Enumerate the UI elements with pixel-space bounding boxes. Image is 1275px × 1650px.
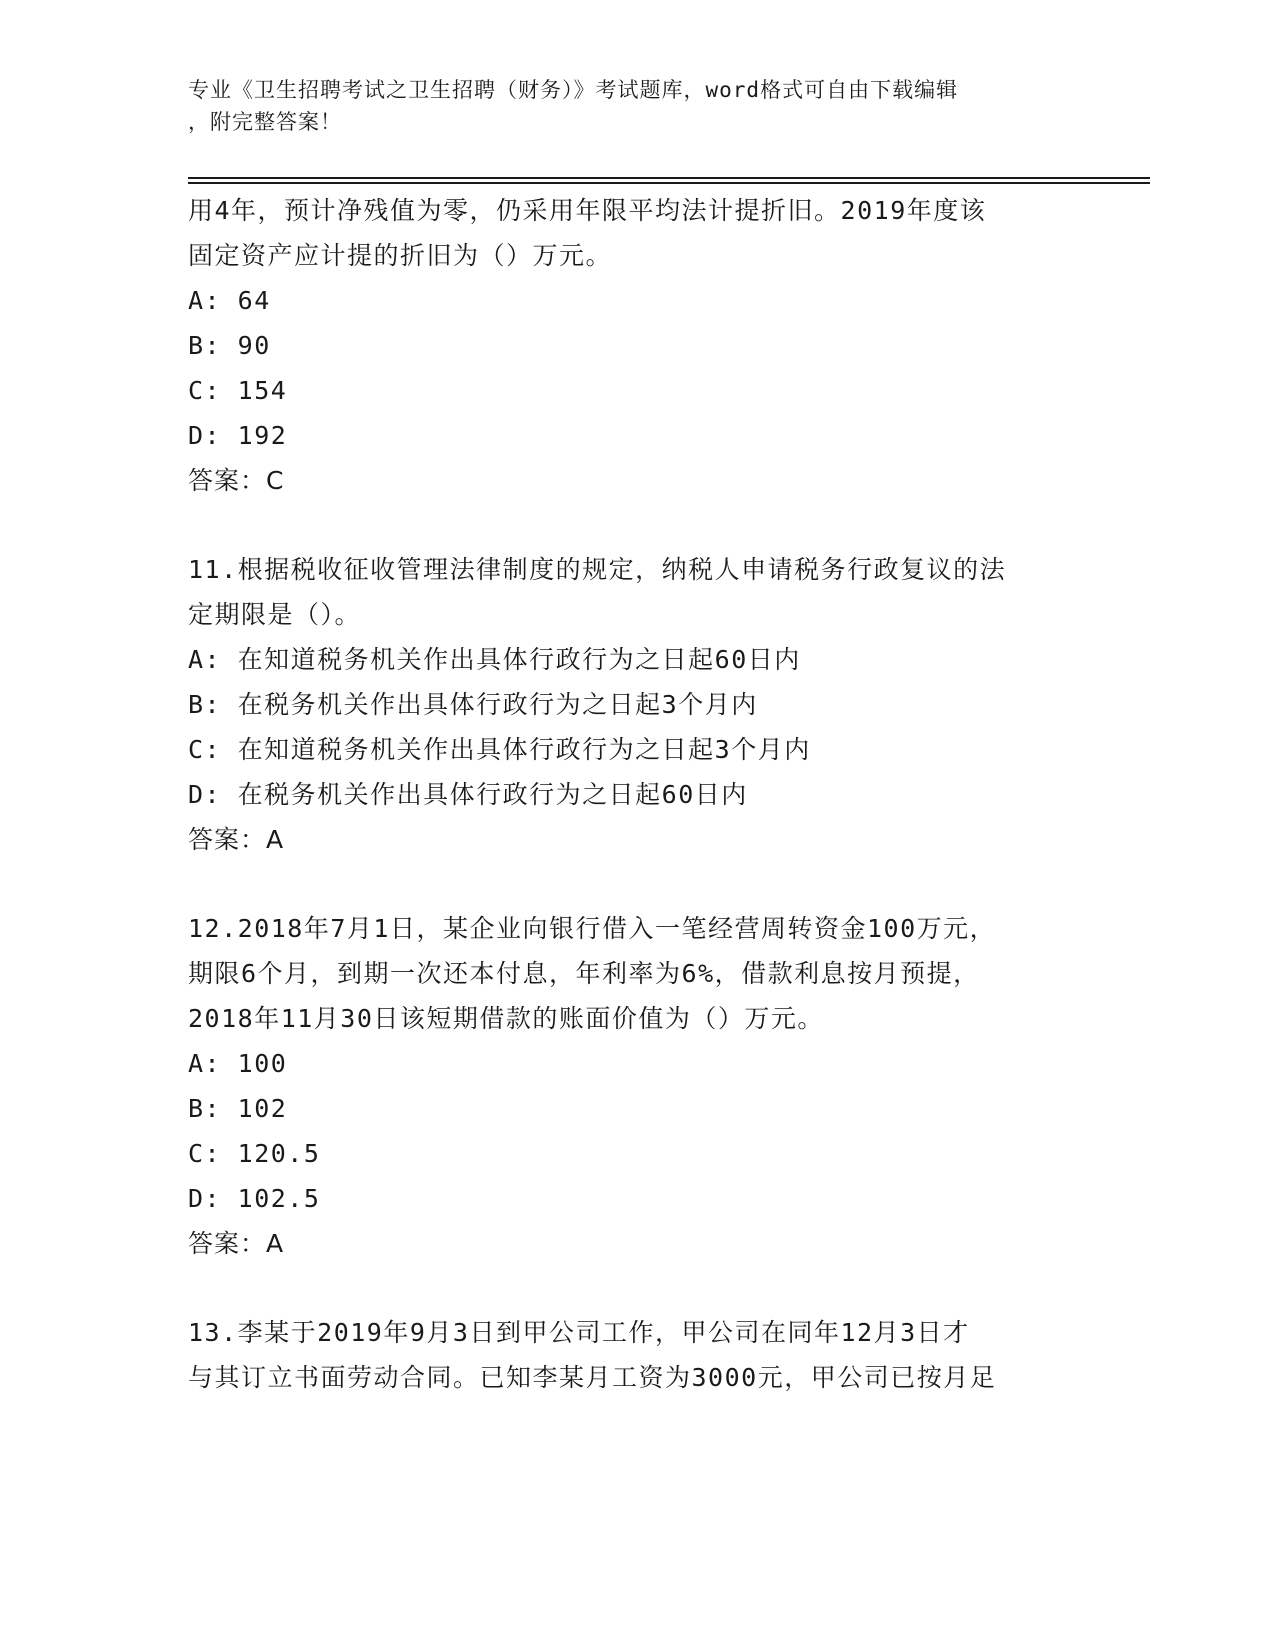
question-stem-line: 期限6个月，到期一次还本付息，年利率为6%，借款利息按月预提， [188,959,980,988]
question-12 [188,906,1088,1266]
option-a: A: 64 [188,286,271,315]
option-d: D: 192 [188,421,288,450]
answer-line: 答案：A [188,1229,285,1258]
question-gap [188,862,1088,906]
answer-line: 答案：A [188,825,285,854]
header-rule-top [188,177,1150,179]
header-line-1: 专业《卫生招聘考试之卫生招聘（财务）》考试题库，word格式可自由下载编辑 [188,78,959,102]
question-gap [188,503,1088,547]
question-13 [188,1310,1088,1400]
question-stem-line: 12.2018年7月1日，某企业向银行借入一笔经营周转资金100万元， [188,914,997,943]
document-body [188,188,1088,1400]
option-b: B: 90 [188,331,271,360]
question-11 [188,547,1088,862]
answer-line: 答案：C [188,466,285,495]
question-stem-line: 13.李某于2019年9月3日到甲公司工作，甲公司在同年12月3日才 [188,1318,970,1347]
question-stem-line: 用4年，预计净残值为零，仍采用年限平均法计提折旧。2019年度该 [188,196,987,225]
option-c: C: 120.5 [188,1139,321,1168]
question-stem-line: 固定资产应计提的折旧为（）万元。 [188,241,613,270]
option-d: D: 在税务机关作出具体行政行为之日起60日内 [188,780,748,809]
question-gap [188,1266,1088,1310]
document-header [188,74,1088,138]
option-c: C: 154 [188,376,288,405]
question-stem-line: 11.根据税收征收管理法律制度的规定，纳税人申请税务行政复议的法 [188,555,1007,584]
option-b: B: 在税务机关作出具体行政行为之日起3个月内 [188,690,758,719]
header-line-2: ，附完整答案！ [188,110,342,134]
option-b: B: 102 [188,1094,288,1123]
question-10 [188,188,1088,503]
option-d: D: 102.5 [188,1184,321,1213]
header-rule-bottom [188,182,1150,184]
option-a: A: 100 [188,1049,288,1078]
question-stem-line: 定期限是（）。 [188,600,362,629]
option-a: A: 在知道税务机关作出具体行政行为之日起60日内 [188,645,801,674]
question-stem-line: 与其订立书面劳动合同。已知李某月工资为3000元，甲公司已按月足 [188,1363,997,1392]
option-c: C: 在知道税务机关作出具体行政行为之日起3个月内 [188,735,811,764]
question-stem-line: 2018年11月30日该短期借款的账面价值为（）万元。 [188,1004,824,1033]
